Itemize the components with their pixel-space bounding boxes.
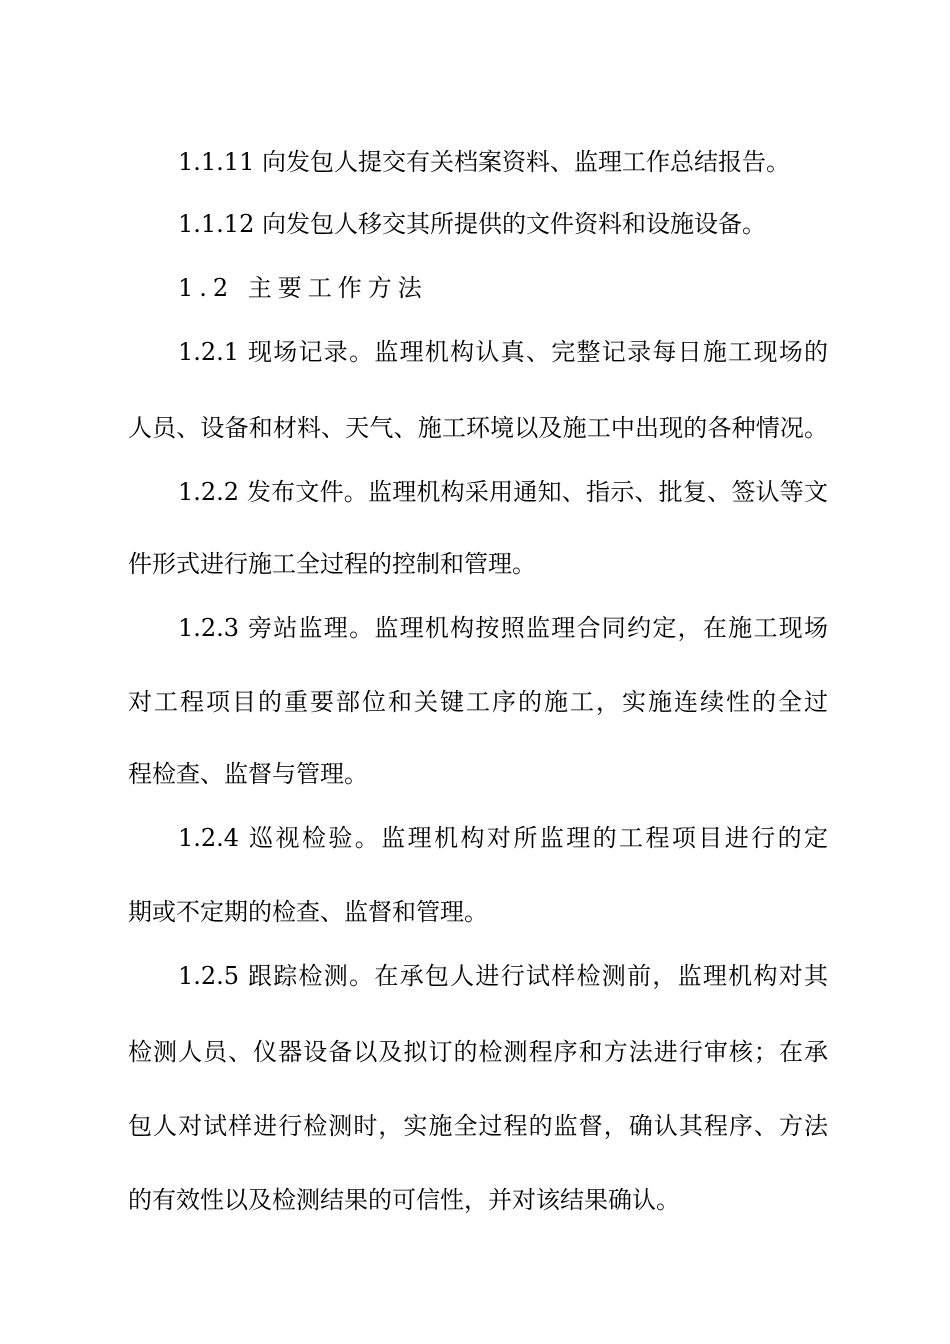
item-1-2-5-line-2: 检测人员、仪器设备以及拟订的检测程序和方法进行审核；在承 xyxy=(128,1038,828,1066)
item-1-2-3-line-2: 对工程项目的重要部位和关键工序的施工，实施连续性的全过 xyxy=(128,688,828,716)
section-heading-1-2: 1.2 主要工作方法 xyxy=(178,274,428,302)
item-1-2-5-line-4: 的有效性以及检测结果的可信性，并对该结果确认。 xyxy=(128,1186,680,1214)
item-1-2-5-line-3: 包人对试样进行检测时，实施全过程的监督，确认其程序、方法 xyxy=(128,1112,828,1140)
item-1-2-1-line-2: 人员、设备和材料、天气、施工环境以及施工中出现的各种情况。 xyxy=(128,414,828,442)
item-1-1-11: 1.1.11 向发包人提交有关档案资料、监理工作总结报告。 xyxy=(178,148,790,176)
item-1-2-4-line-1: 1.2.4 巡视检验。监理机构对所监理的工程项目进行的定 xyxy=(178,824,828,852)
item-1-2-2-line-1: 1.2.2 发布文件。监理机构采用通知、指示、批复、签认等文 xyxy=(178,478,828,506)
item-1-2-5-line-1: 1.2.5 跟踪检测。在承包人进行试样检测前，监理机构对其 xyxy=(178,962,828,990)
item-1-2-2-line-2: 件形式进行施工全过程的控制和管理。 xyxy=(128,550,536,578)
item-1-2-3-line-3: 程检查、监督与管理。 xyxy=(128,760,368,788)
item-1-1-12: 1.1.12 向发包人移交其所提供的文件资料和设施设备。 xyxy=(178,210,766,238)
item-1-2-3-line-1: 1.2.3 旁站监理。监理机构按照监理合同约定，在施工现场 xyxy=(178,614,828,642)
item-1-2-1-line-1: 1.2.1 现场记录。监理机构认真、完整记录每日施工现场的 xyxy=(178,338,828,366)
item-1-2-4-line-2: 期或不定期的检查、监督和管理。 xyxy=(128,898,488,926)
